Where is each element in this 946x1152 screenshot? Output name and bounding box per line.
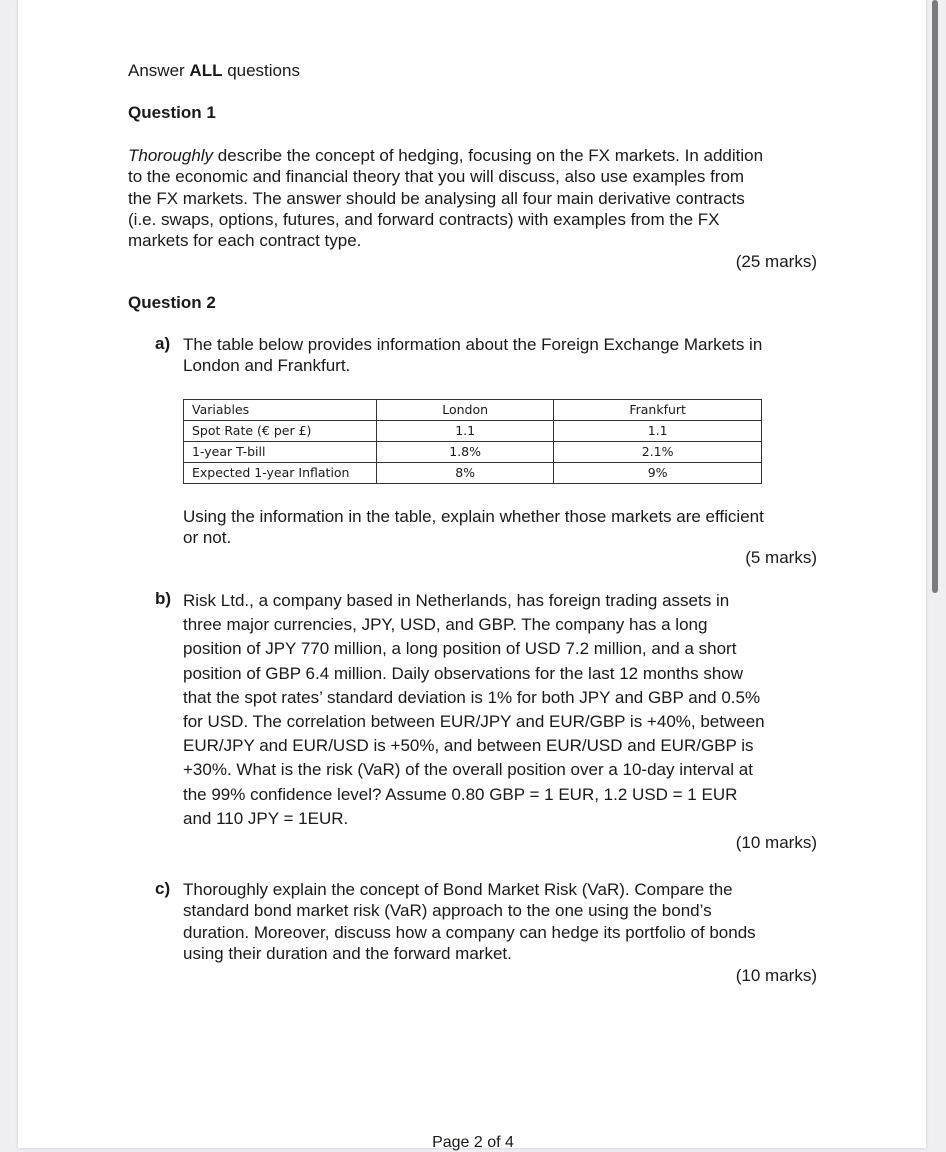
line: that the spot rates’ standard deviation is 1% for both JPY and GBP and 0.5% <box>183 687 761 707</box>
line: using their duration and the forward market. <box>183 943 512 963</box>
instructions <box>128 61 300 81</box>
question-2-title: Question 2 <box>128 293 216 312</box>
line: markets for each contract type. <box>128 231 362 251</box>
part-b-label: b) <box>155 589 172 608</box>
table-cell: 1-year T-bill <box>184 442 377 463</box>
line: position of GBP 6.4 million. Daily observations for the last 12 months show <box>183 663 744 683</box>
line <box>128 145 763 166</box>
line: and 110 JPY = 1EUR. <box>183 808 349 828</box>
page-number: Page 2 of 4 <box>432 1134 514 1151</box>
line: duration. Moreover, discuss how a company can hedge its portfolio of bonds <box>183 922 756 942</box>
line: London and Frankfurt. <box>183 356 351 376</box>
table-cell: 1.8% <box>377 442 554 463</box>
part-b-marks: (10 marks) <box>735 833 817 852</box>
instructions-suffix: questions <box>222 61 300 80</box>
part-a-text <box>183 334 762 377</box>
instructions-bold: ALL <box>189 61 223 80</box>
question-1-marks: (25 marks) <box>735 252 817 271</box>
emphasis: Thoroughly <box>128 146 214 165</box>
table-row <box>184 442 762 463</box>
part-a-label: a) <box>155 334 171 353</box>
table-header: Frankfurt <box>554 400 762 421</box>
table-row <box>184 421 762 442</box>
part-c-text <box>183 879 756 964</box>
line: to the economic and financial theory that you will discuss, also use examples from <box>128 167 745 187</box>
question-1-title: Question 1 <box>128 103 216 122</box>
table-header: Variables <box>184 400 377 421</box>
line: three major currencies, JPY, USD, and GBP. The company has a long <box>183 615 708 635</box>
line: Risk Ltd., a company based in Netherlands, has foreign trading assets in <box>183 591 730 610</box>
scrollbar[interactable] <box>932 0 938 593</box>
line-rest: describe the concept of hedging, focusing on the FX markets. In addition <box>213 146 764 165</box>
part-c-label: c) <box>155 879 171 898</box>
part-b-text <box>183 589 765 831</box>
table-cell: Expected 1-year Inflation <box>184 463 377 484</box>
line: the 99% confidence level? Assume 0.80 GBP = 1 EUR, 1.2 USD = 1 EUR <box>183 784 738 804</box>
line: the FX markets. The answer should be analysing all four main derivative contracts <box>128 188 745 208</box>
line: position of JPY 770 million, a long position of USD 7.2 million, and a short <box>183 639 737 659</box>
line: standard bond market risk (VaR) approach to the one using the bond’s <box>183 901 712 921</box>
instructions-prefix: Answer <box>128 61 190 80</box>
part-a-follow-text <box>183 506 764 549</box>
table-header: London <box>377 400 554 421</box>
part-c-marks: (10 marks) <box>735 966 817 985</box>
table-cell: 8% <box>377 463 554 484</box>
fx-markets-table <box>183 399 762 484</box>
line: EUR/JPY and EUR/USD is +50%, and between EUR/USD and EUR/GBP is <box>183 736 754 756</box>
question-1-text <box>128 145 763 251</box>
table-cell: 9% <box>554 463 762 484</box>
part-a-marks: (5 marks) <box>745 548 817 567</box>
table-row <box>184 463 762 484</box>
line: Thoroughly explain the concept of Bond Market Risk (VaR). Compare the <box>183 880 733 899</box>
line: +30%. What is the risk (VaR) of the overall position over a 10-day interval at <box>183 760 753 780</box>
line: The table below provides information about the Foreign Exchange Markets in <box>183 335 763 354</box>
table-header-row <box>184 400 762 421</box>
line: for USD. The correlation between EUR/JPY and EUR/GBP is +40%, between <box>183 711 765 731</box>
table-cell: 1.1 <box>554 421 762 442</box>
table-cell: 2.1% <box>554 442 762 463</box>
line: or not. <box>183 528 232 548</box>
line: (i.e. swaps, options, futures, and forward contracts) with examples from the FX <box>128 209 720 229</box>
table-cell: Spot Rate (€ per £) <box>184 421 377 442</box>
table-cell: 1.1 <box>377 421 554 442</box>
line: Using the information in the table, explain whether those markets are efficient <box>183 507 764 526</box>
